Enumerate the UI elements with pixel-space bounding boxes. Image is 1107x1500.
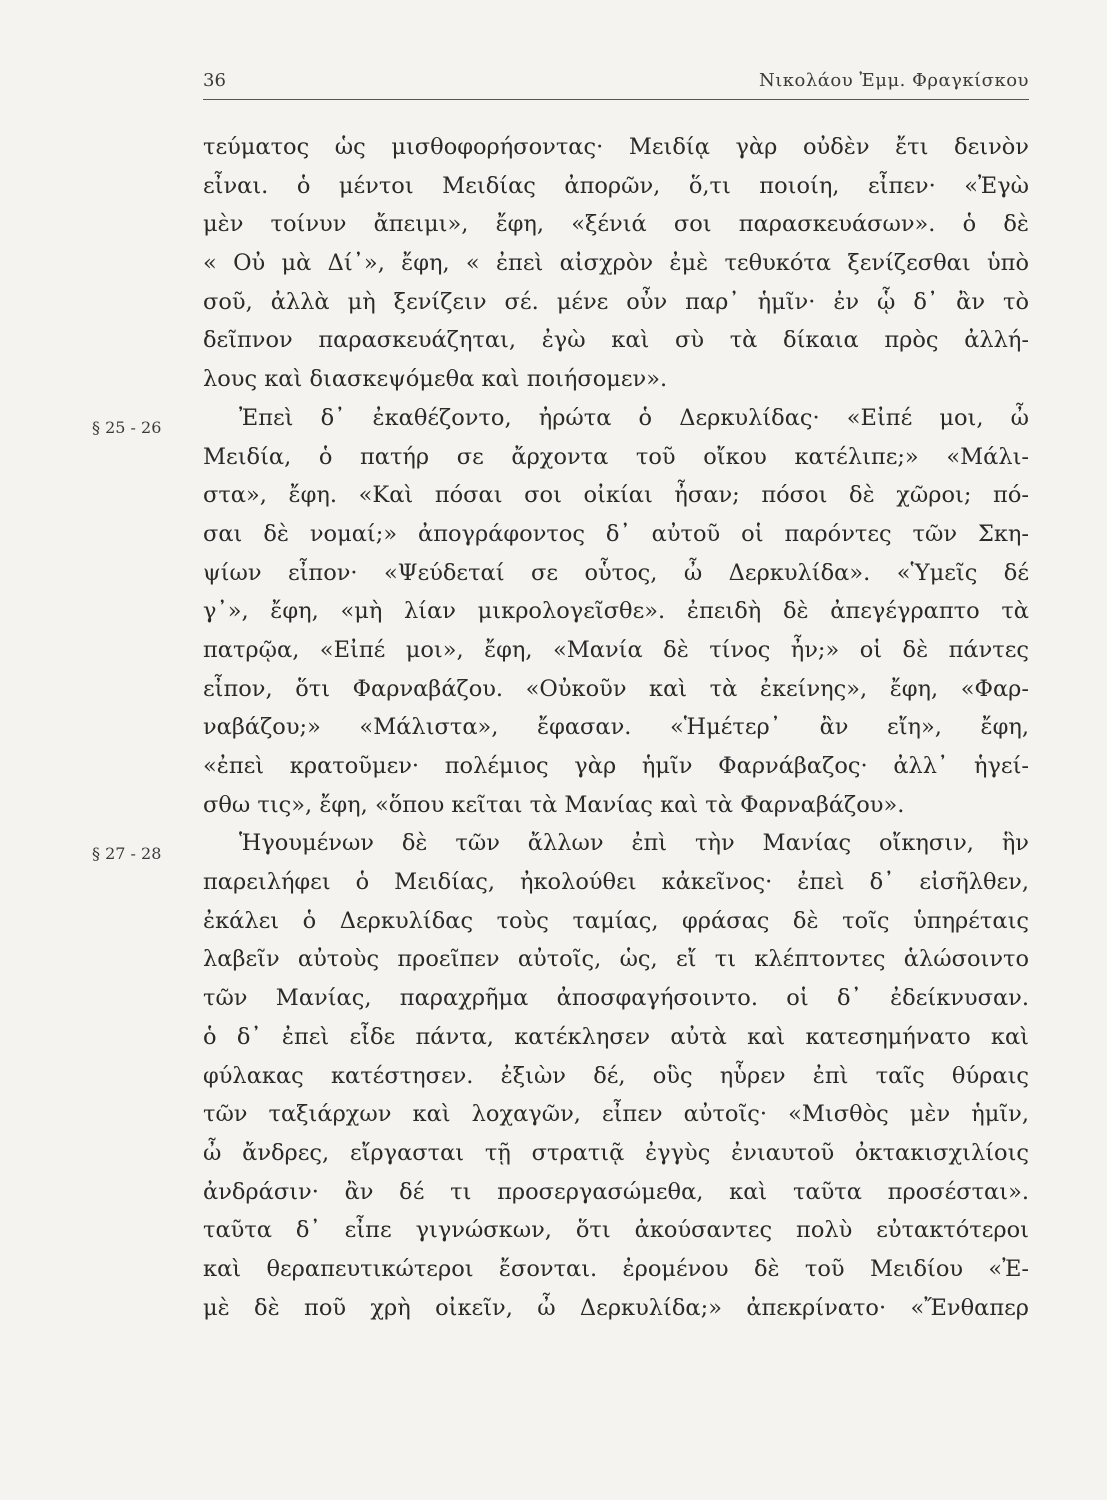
text-line: «ἐπεὶ κρατοῦμεν· πολέμιος γὰρ ἡμῖν Φαρνάβαζος· ἀλλ᾽ ἡγεί-: [203, 753, 1029, 779]
text-line: ὁ δ᾽ ἐπεὶ εἶδε πάντα, κατέκλησεν αὐτὰ καὶ κατεσημήνατο καὶ: [203, 1023, 1029, 1050]
text-line: μὲν τοίνυν ἄπειμι», ἔφη, «ξένιά σοι παρασκευάσων». ὁ δὲ: [203, 211, 1029, 238]
text-line: ὦ ἄνδρες, εἴργασται τῇ στρατιᾷ ἐγγὺς ἐνιαυτοῦ ὀκτακισχιλίοις: [203, 1139, 1029, 1166]
text-line: ταῦτα δ᾽ εἶπε γιγνώσκων, ὅτι ἀκούσαντες πολὺ εὐτακτότεροι: [203, 1217, 1029, 1244]
text-line: σοῦ, ἀλλὰ μὴ ξενίζειν σέ. μένε οὖν παρ᾽ ἡμῖν· ἐν ᾧ δ᾽ ἂν τὸ: [203, 288, 1029, 315]
text-line: πατρῷα, «Εἰπέ μοι», ἔφη, «Μανία δὲ τίνος ἦν;» οἱ δὲ πάντες: [203, 636, 1029, 663]
text-line: σθω τις», ἔφη, «ὅπου κεῖται τὰ Μανίας καὶ τὰ Φαρναβάζου».: [203, 791, 905, 818]
page-header: [203, 70, 1029, 100]
body-text: [203, 128, 1029, 1327]
text-line: Ἐπεὶ δ᾽ ἐκαθέζοντο, ἠρώτα ὁ Δερκυλίδας· «Εἰπέ μοι, ὦ: [239, 404, 1029, 431]
text-line: παρειλήφει ὁ Μειδίας, ἠκολούθει κἀκεῖνος· ἐπεὶ δ᾽ εἰσῆλθεν,: [203, 869, 1029, 896]
text-line: εἶναι. ὁ μέντοι Μειδίας ἀπορῶν, ὅ,τι ποιοίη, εἶπεν· «Ἐγὼ: [203, 172, 1029, 199]
text-line: τεύματος ὡς μισθοφορήσοντας· Μειδίᾳ γὰρ οὐδὲν ἔτι δεινὸν: [203, 134, 1029, 160]
text-line: ἀνδράσιν· ἂν δέ τι προσεργασώμεθα, καὶ ταῦτα προσέσται».: [203, 1178, 1029, 1205]
text-line: ἐκάλει ὁ Δερκυλίδας τοὺς ταμίας, φράσας δὲ τοῖς ὑπηρέταις: [203, 907, 1029, 934]
margin-note-section-25-26: § 25 - 26: [92, 418, 162, 437]
text-line: Μειδία, ὁ πατήρ σε ἄρχοντα τοῦ οἴκου κατέλιπε;» «Μάλι-: [203, 443, 1029, 470]
running-head: Νικολάου Ἐμμ. Φραγκίσκου: [758, 70, 1029, 91]
text-line: λαβεῖν αὐτοὺς προεῖπεν αὐτοῖς, ὡς, εἴ τι κλέπτοντες ἁλώσοιντο: [203, 946, 1029, 973]
page-number: 36: [203, 70, 226, 91]
margin-note-section-27-28: § 27 - 28: [92, 844, 162, 863]
text-line: τῶν ταξιάρχων καὶ λοχαγῶν, εἶπεν αὐτοῖς· «Μισθὸς μὲν ἡμῖν,: [203, 1101, 1029, 1128]
text-line: ναβάζου;» «Μάλιστα», ἔφασαν. «Ἡμέτερ᾽ ἂν εἴη», ἔφη,: [203, 714, 1029, 741]
text-line: γ᾽», ἔφη, «μὴ λίαν μικρολογεῖσθε». ἐπειδὴ δὲ ἀπεγέγραπτο τὰ: [203, 598, 1029, 625]
text-line: λους καὶ διασκεψόμεθα καὶ ποιήσομεν».: [203, 366, 668, 393]
text-line: Ἡγουμένων δὲ τῶν ἄλλων ἐπὶ τὴν Μανίας οἴκησιν, ἣν: [239, 830, 1029, 857]
text-line: εἶπον, ὅτι Φαρναβάζου. «Οὐκοῦν καὶ τὰ ἐκείνης», ἔφη, «Φαρ-: [203, 675, 1029, 702]
text-line: ψίων εἶπον· «Ψεύδεταί σε οὗτος, ὦ Δερκυλίδα». «Ὑμεῖς δέ: [203, 559, 1029, 586]
text-line: μὲ δὲ ποῦ χρὴ οἰκεῖν, ὦ Δερκυλίδα;» ἀπεκρίνατο· «Ἔνθαπερ: [203, 1294, 1029, 1321]
text-line: « Οὐ μὰ Δί᾽», ἔφη, « ἐπεὶ αἰσχρὸν ἐμὲ τεθυκότα ξενίζεσθαι ὑπὸ: [203, 250, 1029, 277]
text-line: σαι δὲ νομαί;» ἀπογράφοντος δ᾽ αὐτοῦ οἱ παρόντες τῶν Σκη-: [203, 520, 1029, 547]
text-line: τῶν Μανίας, παραχρῆμα ἀποσφαγήσοιντο. οἱ δ᾽ ἐδείκνυσαν.: [203, 985, 1029, 1012]
text-line: φύλακας κατέστησεν. ἐξιὼν δέ, οὓς ηὗρεν ἐπὶ ταῖς θύραις: [203, 1062, 1029, 1089]
text-line: στα», ἔφη. «Καὶ πόσαι σοι οἰκίαι ἦσαν; πόσοι δὲ χῶροι; πό-: [203, 482, 1029, 509]
header-rule: [203, 99, 1029, 100]
text-line: δεῖπνον παρασκευάζηται, ἐγὼ καὶ σὺ τὰ δίκαια πρὸς ἀλλή-: [203, 327, 1029, 354]
text-line: καὶ θεραπευτικώτεροι ἔσονται. ἐρομένου δὲ τοῦ Μειδίου «Ἐ-: [203, 1255, 1029, 1282]
